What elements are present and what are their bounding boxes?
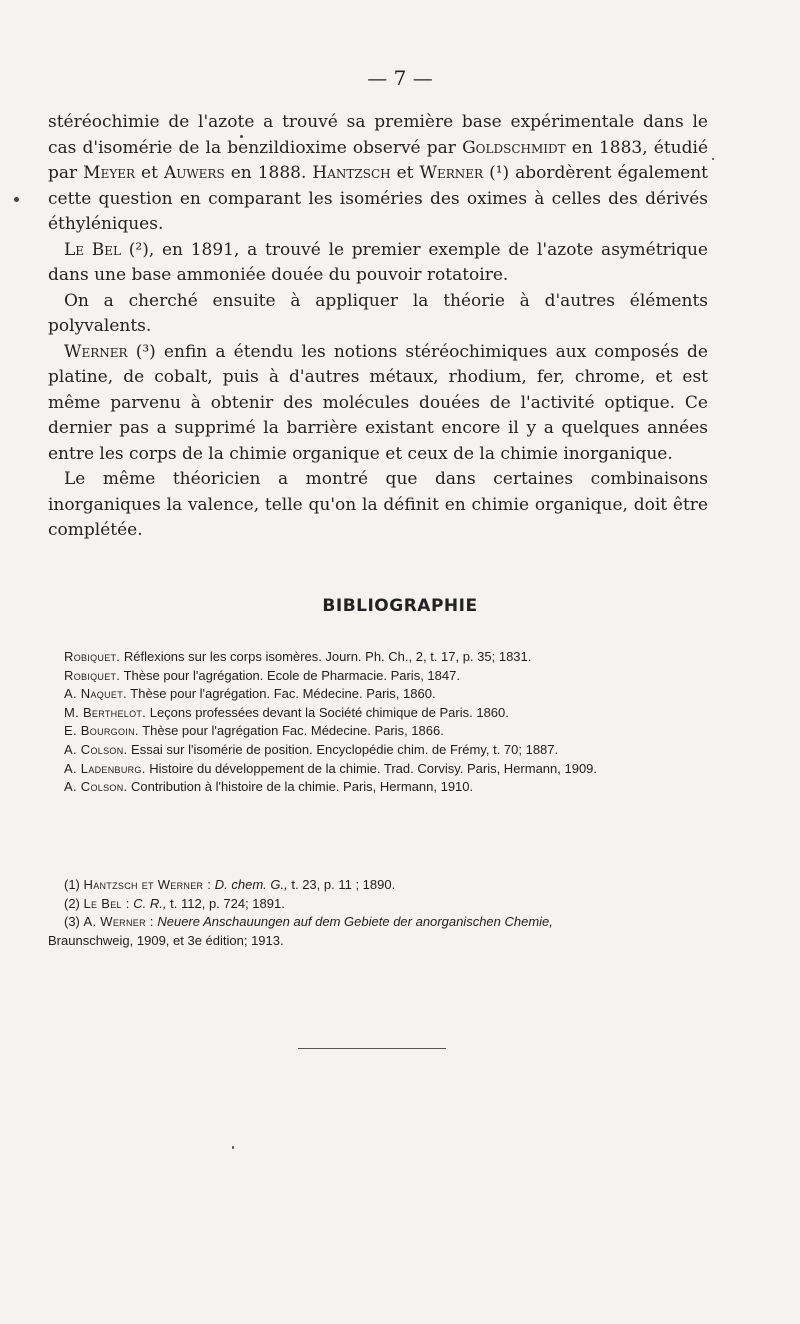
entry-text: Histoire du développement de la chimie. Trad. Corvisy. Paris, Hermann, 1909. bbox=[149, 760, 598, 776]
text-run: en 1888. bbox=[230, 163, 307, 183]
entry-author: E. Bourgoin. bbox=[64, 723, 139, 739]
entry-author: Robiquet. bbox=[64, 649, 121, 664]
entry-author: Robiquet. bbox=[64, 667, 121, 683]
text-run: et bbox=[396, 163, 414, 183]
bibliography-entry bbox=[48, 722, 710, 741]
paragraph-5: Le même théoricien a montré que dans certaines combinaisons inorganiques la valence, telle qu'on la définit en chimie organique, doit être complétée. bbox=[48, 469, 708, 540]
text-run: (²), en 1891, a trouvé le premier exemple de l'azote asymétrique dans une base ammoniée douée du pouvoir rotatoire. bbox=[48, 239, 708, 285]
entry-text: Leçons professées devant la Société chimique de Paris. 1860. bbox=[149, 704, 509, 720]
author-name: Meyer bbox=[83, 163, 136, 183]
text-run: stéréochimie de l'azote a trouvé sa première base expérimentale dans le cas d'isomérie de la benzildioxime observé par bbox=[48, 112, 708, 158]
bibliography-entry bbox=[48, 760, 710, 779]
ink-speck bbox=[232, 1146, 234, 1149]
footnote-title: D. chem. G., bbox=[214, 877, 288, 892]
page-number: — 7 — bbox=[367, 66, 433, 90]
entry-text: Essai sur l'isomérie de position. Encyclopédie chim. de Frémy, t. 70; 1887. bbox=[131, 741, 559, 757]
paragraph-2 bbox=[48, 238, 708, 289]
footnote bbox=[48, 895, 710, 914]
text-run: (¹) abordèrent également cette question en comparant les isoméries des oximes à celles des dérivés éthyléniques. bbox=[48, 163, 708, 234]
entry-text: Réflexions sur les corps isomères. Journ. Ph. Ch., 2, t. 17, p. 35; 1831. bbox=[123, 649, 532, 664]
footnote-rest: t. 23, p. 11 ; 1890. bbox=[291, 877, 396, 892]
text-run: et bbox=[141, 163, 158, 183]
footnote-author: Hantzsch et Werner : bbox=[83, 877, 212, 892]
body-text bbox=[48, 110, 708, 544]
footnote bbox=[48, 913, 710, 932]
text-run: en 1883, étudié par bbox=[48, 137, 709, 183]
divider-rule bbox=[298, 1048, 446, 1049]
author-name: Werner bbox=[419, 163, 484, 183]
author-name: Le Bel bbox=[64, 239, 122, 260]
footnote bbox=[48, 876, 710, 895]
text-run: (³) enfin a étendu les notions stéréochimiques aux composés de platine, de cobalt, puis à d'autres métaux, rhodium, fer, chrome, et est même parvenu à obtenir des molécules douées de l'activité optique. Ce dernier pas a supprimé la barrière existant encore il y a quelques années entre les corps de la chimie organique et ceux de la chimie inorganique. bbox=[48, 341, 708, 464]
footnote-mark: (1) bbox=[64, 877, 80, 892]
ink-speck bbox=[712, 158, 714, 160]
ink-speck bbox=[240, 135, 243, 138]
footnote-continuation: Braunschweig, 1909, et 3e édition; 1913. bbox=[48, 932, 284, 948]
footnote-rest: t. 112, p. 724; 1891. bbox=[170, 895, 285, 911]
bibliography-entry bbox=[48, 667, 710, 686]
footnotes bbox=[48, 876, 710, 950]
entry-text: Thèse pour l'agrégation. Ecole de Pharmacie. Paris, 1847. bbox=[123, 667, 460, 683]
footnote-title: C. R., bbox=[133, 895, 167, 911]
entry-author: A. Naquet. bbox=[64, 686, 127, 702]
bibliography-heading: BIBLIOGRAPHIE bbox=[322, 596, 478, 616]
entry-author: A. Colson. bbox=[64, 741, 128, 757]
footnote-author: A. Werner : bbox=[83, 914, 154, 930]
ink-speck bbox=[14, 197, 19, 202]
author-name: Auwers bbox=[163, 163, 225, 183]
bibliography-entry bbox=[48, 778, 710, 797]
entry-author: A. Ladenburg. bbox=[64, 760, 146, 776]
bibliography-entry bbox=[48, 741, 710, 760]
bibliography-list bbox=[48, 648, 710, 797]
entry-author: A. Colson. bbox=[64, 779, 128, 795]
author-name: Goldschmidt bbox=[462, 137, 566, 158]
entry-text: Contribution à l'histoire de la chimie. Paris, Hermann, 1910. bbox=[131, 779, 474, 795]
paragraph-4 bbox=[48, 340, 708, 468]
paragraph-1 bbox=[48, 110, 708, 238]
footnote-mark: (2) bbox=[64, 895, 80, 911]
bibliography-entry bbox=[48, 685, 710, 704]
author-name: Werner bbox=[64, 341, 128, 362]
footnote-mark: (3) bbox=[64, 914, 80, 930]
bibliography-entry bbox=[48, 648, 710, 667]
paragraph-3: On a cherché ensuite à appliquer la théorie à d'autres éléments polyvalents. bbox=[48, 290, 708, 336]
footnote-author: Le Bel : bbox=[83, 895, 130, 911]
entry-text: Thèse pour l'agrégation Fac. Médecine. Paris, 1866. bbox=[142, 723, 444, 739]
entry-text: Thèse pour l'agrégation. Fac. Médecine. Paris, 1860. bbox=[130, 686, 436, 702]
author-name: Hantzsch bbox=[312, 163, 391, 183]
bibliography-entry bbox=[48, 704, 710, 723]
footnote-title: Neuere Anschauungen auf dem Gebiete der anorganischen Chemie, bbox=[157, 914, 553, 930]
entry-author: M. Berthelot. bbox=[64, 704, 147, 720]
